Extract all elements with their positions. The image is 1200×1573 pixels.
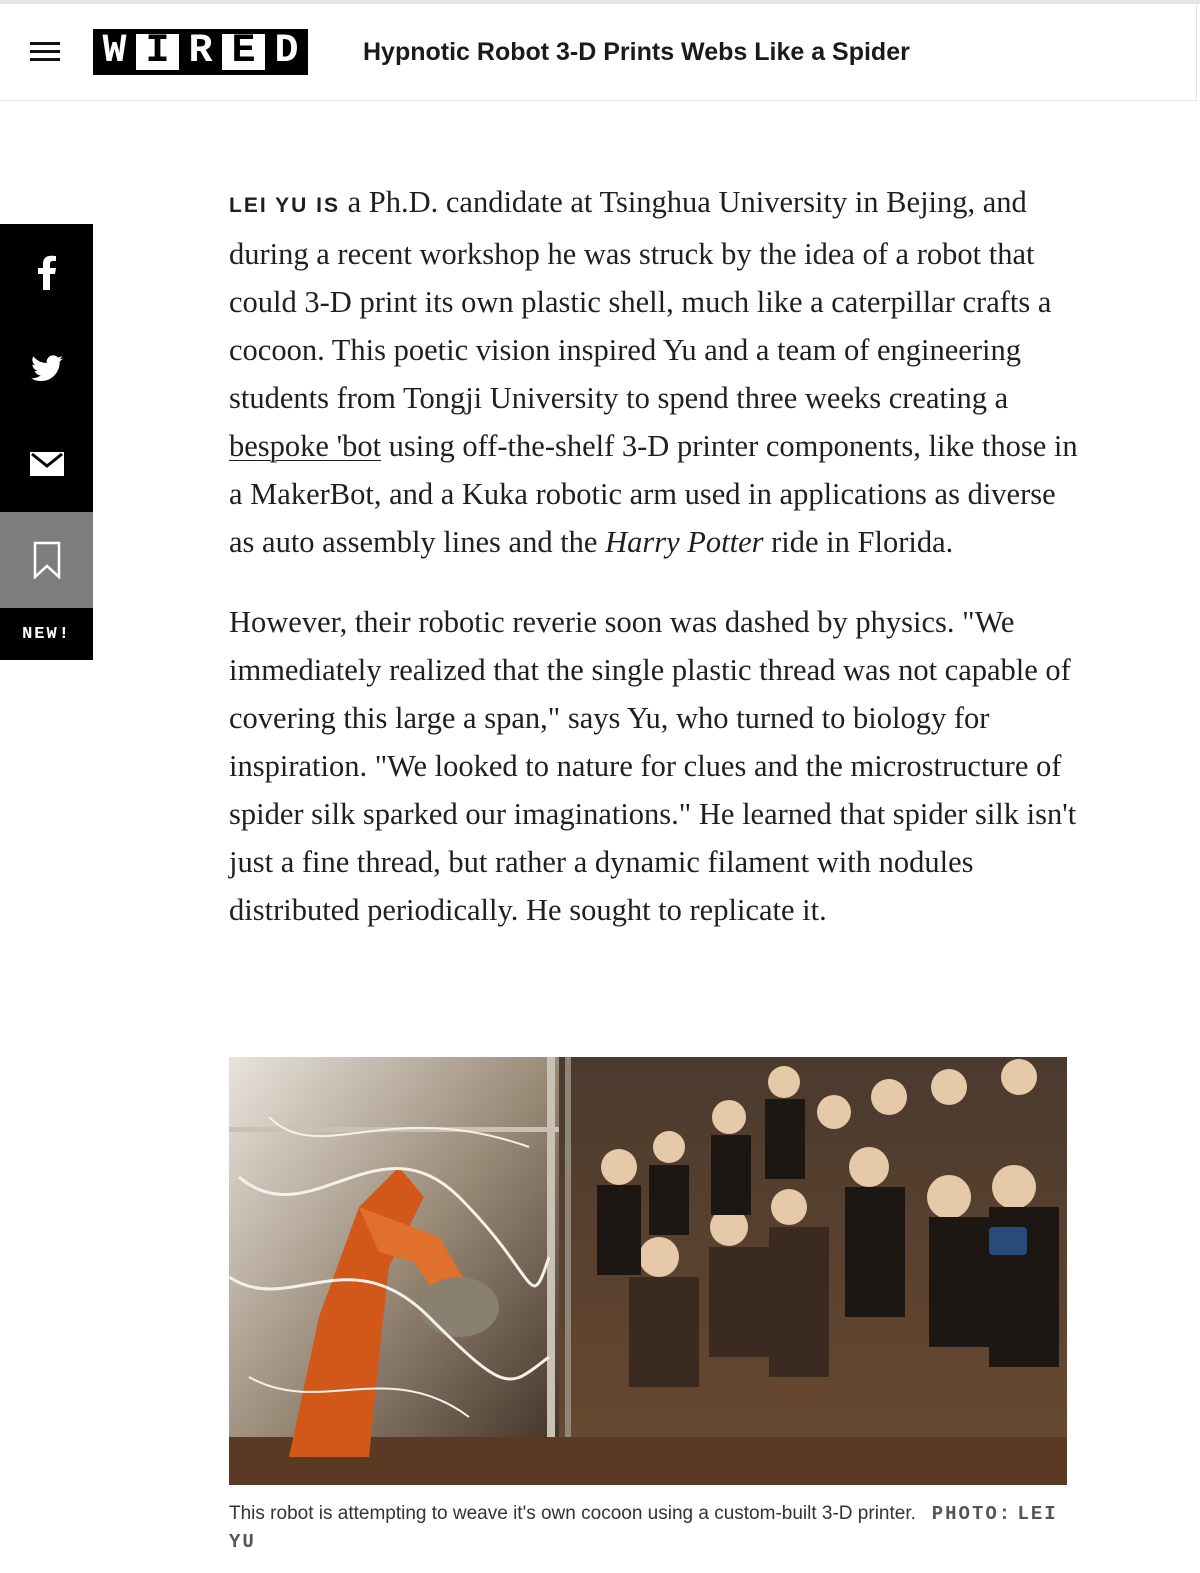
- new-badge: NEW!: [0, 608, 93, 660]
- lead-in: LEI YU IS: [229, 194, 340, 217]
- paragraph-text: ride in Florida.: [763, 525, 954, 559]
- save-bookmark-button[interactable]: [0, 512, 93, 608]
- page-title: Hypnotic Robot 3-D Prints Webs Like a Spider: [363, 38, 910, 66]
- bespoke-bot-link[interactable]: bespoke 'bot: [229, 429, 382, 463]
- share-bar: [0, 224, 93, 660]
- photo-illustration: [229, 1057, 1067, 1485]
- robot-cocoon-photo: [229, 1057, 1067, 1485]
- bookmark-icon: [33, 541, 61, 579]
- caption-text: This robot is attempting to weave it's own cocoon using a custom-built 3-D printer.: [229, 1503, 916, 1524]
- email-icon: [30, 452, 64, 476]
- site-header: [0, 4, 1197, 101]
- logo-letter-w: W: [93, 29, 136, 75]
- email-share-button[interactable]: [0, 416, 93, 512]
- article-paragraph-1: [229, 178, 1079, 566]
- facebook-share-button[interactable]: [0, 224, 93, 320]
- article-paragraph-2: However, their robotic reverie soon was dashed by physics. "We immediately realized that the single plastic thread was not capable of covering this large a span," says Yu, who turned to biology for inspiration. "We looked to nature for clues and the microstructure of spider silk sparked our imaginations." He learned that spider silk isn't just a fine thread, but rather a dynamic filament with nodules distributed periodically. He sought to replicate it.: [229, 605, 1077, 927]
- paragraph-text: a Ph.D. candidate at Tsinghua University in Bejing, and during a recent workshop he was struck by the idea of a robot that could 3-D print its own plastic shell, much like a caterpillar crafts a cocoon. This poetic vision inspired Yu and a team of engineering students from Tongji University to spend three weeks creating a: [229, 185, 1052, 415]
- logo-letter-e: E: [222, 29, 265, 75]
- credit-name: LEI YU: [229, 1503, 1058, 1553]
- hamburger-menu-icon[interactable]: [30, 40, 60, 64]
- italic-title: Harry Potter: [605, 525, 764, 559]
- logo-letter-r: R: [179, 29, 222, 75]
- logo-letter-i: I: [136, 29, 179, 75]
- twitter-icon: [31, 355, 63, 382]
- paragraph-text: using off-the-shelf 3-D printer components, like those in a MakerBot, and a Kuka robotic arm used in applications as diverse as auto assembly lines and the: [229, 429, 1078, 559]
- credit-label: PHOTO:: [931, 1503, 1013, 1525]
- article-body: [229, 178, 1079, 934]
- wired-logo[interactable]: [93, 29, 308, 75]
- facebook-icon: [35, 254, 59, 290]
- photo-caption: [229, 1500, 1079, 1556]
- twitter-share-button[interactable]: [0, 320, 93, 416]
- logo-letter-d: D: [265, 29, 308, 75]
